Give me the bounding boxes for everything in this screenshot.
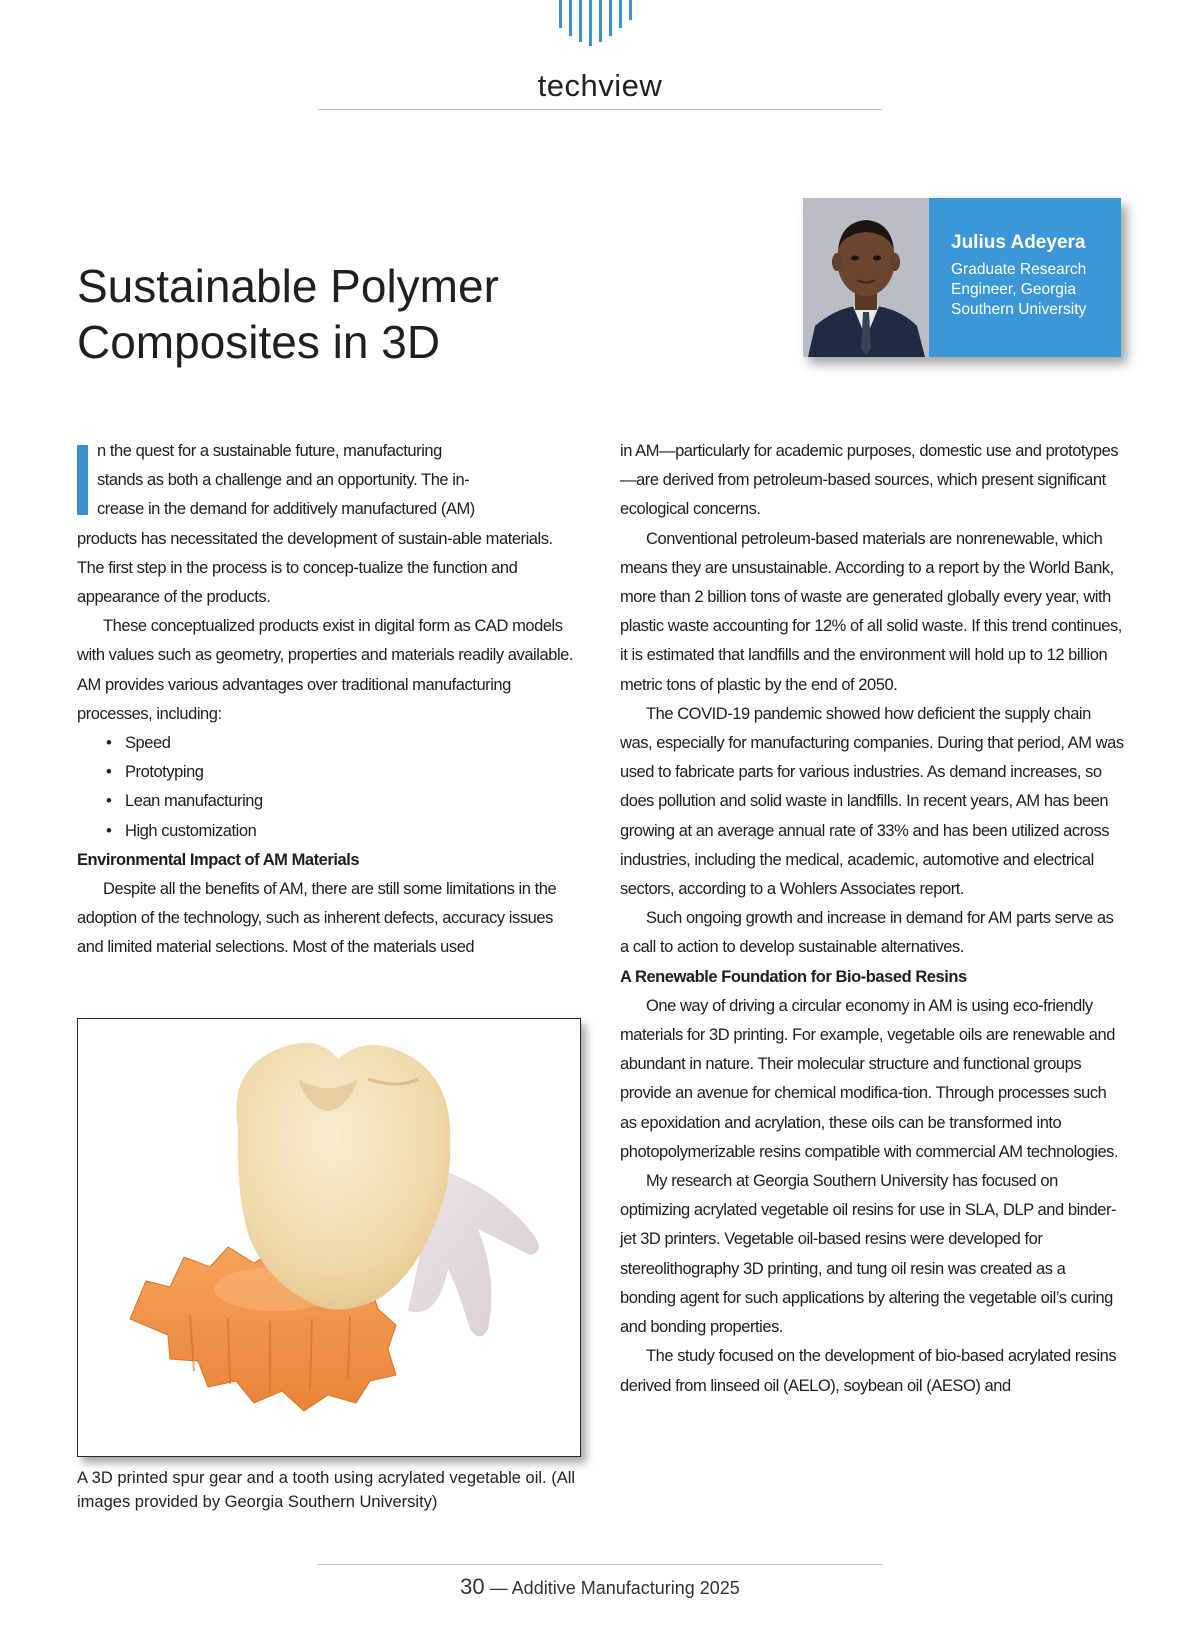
subheading-environmental-impact: Environmental Impact of AM Materials — [77, 850, 360, 869]
header-divider — [318, 109, 882, 110]
right-paragraph-2: Conventional petroleum-based materials are nonrenewable, which means they are unsustainable. According to a report by the World Bank, more than 2 billion tons of waste are generated globally every year, with plastic waste accounting for 12% of all solid waste. If this trend continues, it is estimated that landfills and the environment will hold up to 12 billion metric tons of plastic by the end of 2050. — [620, 529, 1122, 694]
footer-separator: — — [489, 1578, 508, 1598]
article-figure — [77, 1018, 581, 1457]
figure-caption: A 3D printed spur gear and a tooth using acrylated vegetable oil. (All images provided by Georgia Southern University) — [77, 1469, 576, 1511]
list-item: • Speed — [103, 729, 582, 758]
gear-and-tooth-image — [78, 1019, 580, 1456]
author-title: Graduate Research Engineer, Georgia Southern University — [951, 261, 1087, 318]
right-paragraph-3: The COVID-19 pandemic showed how deficient the supply chain was, especially for manufacturing companies. During that period, AM was used to fabricate parts for various industries. As demand increases, so does pollution and solid waste in landfills. In recent years, AM has been growing at an average annual rate of 33% and has been utilized across industries, including the medical, academic, automotive and electrical sectors, according to a Wohlers Associates report. — [620, 704, 1124, 899]
list-item: • High customization — [103, 817, 582, 846]
right-paragraph-1: in AM—particularly for academic purposes, domestic use and prototypes—are derived from petroleum-based sources, which present significant ecological concerns. — [620, 442, 1119, 519]
article-title-line1: Sustainable Polymer — [77, 260, 499, 312]
article-title — [77, 258, 717, 370]
left-column — [77, 437, 582, 963]
page-footer — [0, 1574, 1200, 1600]
header-stripes-logo — [559, 0, 639, 48]
right-paragraph-7: The study focused on the development of bio-based acrylated resins derived from linseed oil (AELO), soybean oil (AESO) and — [620, 1347, 1117, 1395]
list-item: • Lean manufacturing — [103, 787, 582, 816]
left-paragraph-2: These conceptualized products exist in digital form as CAD models with values such as geometry, properties and materials readily available. AM provides various advantages over traditional manufacturing processes, including: — [77, 617, 574, 723]
right-paragraph-4: Such ongoing growth and increase in demand for AM parts serve as a call to action to develop sustainable alternatives. — [620, 909, 1114, 957]
left-paragraph-3: Despite all the benefits of AM, there are still some limitations in the adoption of the technology, such as inherent defects, accuracy issues and limited material selections. Most of the materials used — [77, 880, 557, 957]
author-info — [951, 232, 1116, 320]
subheading-renewable-foundation: A Renewable Foundation for Bio-based Resins — [620, 967, 967, 986]
intro-line-1: n the quest for a sustainable future, manufacturing — [97, 442, 442, 460]
publication-name: Additive Manufacturing 2025 — [511, 1578, 740, 1598]
advantages-list — [77, 729, 582, 846]
article-title-line2: Composites in 3D — [77, 316, 441, 368]
intro-line-3: crease in the demand for additively manufactured (AM) — [97, 500, 475, 519]
author-name: Julius Adeyera — [951, 232, 1086, 253]
author-card — [803, 198, 1121, 357]
author-photo — [803, 198, 929, 357]
footer-divider — [318, 1564, 882, 1565]
intro-paragraph-rest: products has necessitated the development of sustain-able materials. The first step in the process is to concep-tualize the function and appearance of the products. — [77, 529, 553, 607]
page-number: 30 — [460, 1574, 485, 1599]
intro-line-2: stands as both a challenge and an opportunity. The in- — [97, 471, 470, 490]
right-paragraph-5: One way of driving a circular economy in AM is using eco-friendly materials for 3D printing. For example, vegetable oils are renewable and abundant in nature. Their molecular structure and functional groups provide an avenue for chemical modifica-tion. Through processes such as epoxidation and acrylation, these oils can be transformed into photopolymerizable resins compatible with commercial AM technologies. — [620, 996, 1119, 1161]
intro-paragraph-lines — [77, 437, 582, 525]
right-column — [620, 437, 1125, 1401]
right-paragraph-6: My research at Georgia Southern University has focused on optimizing acrylated vegetable oil resins for use in SLA, DLP and binder-jet 3D printers. Vegetable oil-based resins were developed for stereolithography 3D printing, and tung oil resin was created as a bonding agent for such applications by altering the vegetable oil’s curing and bonding properties. — [620, 1172, 1117, 1337]
section-label: techview — [537, 68, 663, 103]
list-item: • Prototyping — [103, 758, 582, 787]
